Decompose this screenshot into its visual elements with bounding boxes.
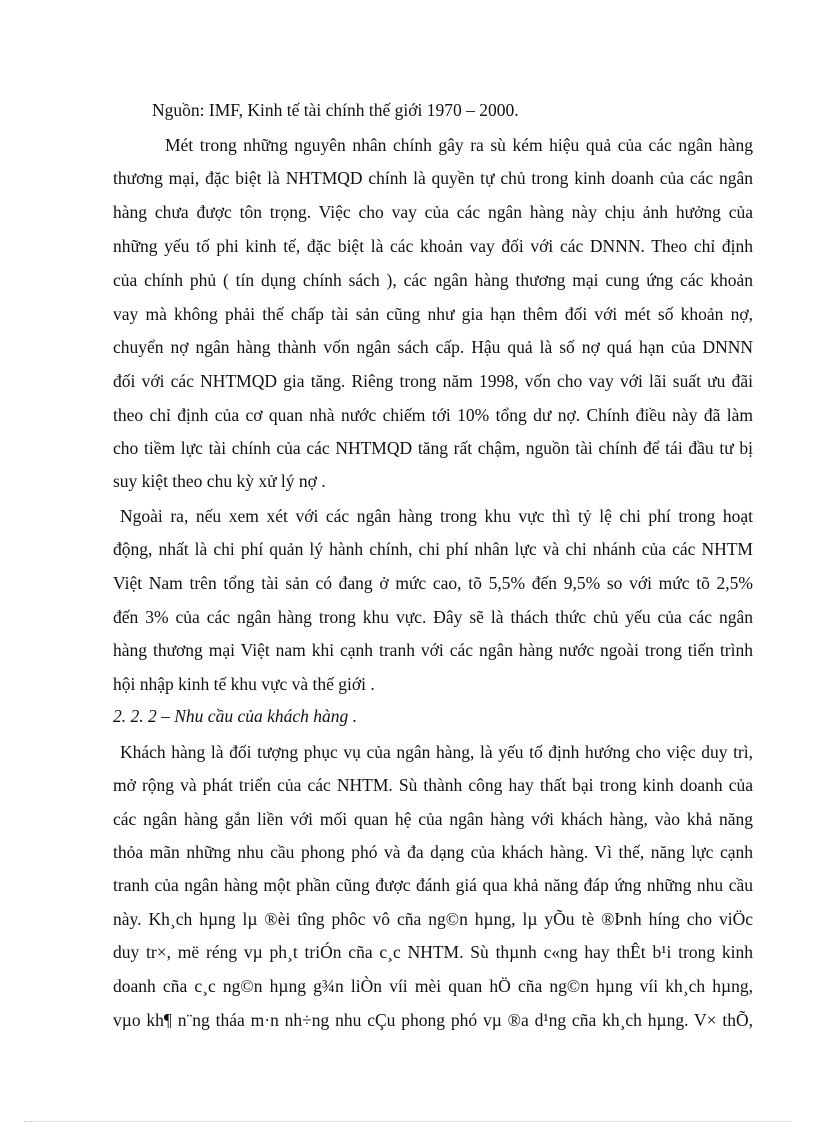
paragraph-1-line: thương mại, đặc biệt là NHTMQD chính là quyền tự chủ trong kinh doanh của các ngân [113,168,753,188]
section-heading: 2. 2. 2 – Nhu cầu của khách hàng . [113,706,357,726]
paragraph-2-line: Việt Nam trên tổng tài sản có đang ở mức cao, tõ 5,5% đến 9,5% so với mức tõ 2,5% [113,573,753,593]
paragraph-1-line: vay mà không phải thế chấp tài sản cũng như gia hạn thêm đối với mét số khoản nợ, [113,304,753,324]
paragraph-3-line: thỏa mãn những nhu cầu phong phó và đa dạng của khách hàng. Vì thế, năng lực cạnh [113,842,753,862]
paragraph-3-line: Khách hàng là đối tượng phục vụ của ngân hàng, là yếu tố định hướng cho việc duy trì, [120,742,753,762]
page-bottom-divider [24,1121,792,1122]
source-line: Nguồn: IMF, Kinh tế tài chính thế giới 1970 – 2000. [152,100,519,120]
paragraph-3-line: này. Kh¸ch hµng lµ ®èi tîng phôc vô cña ng©n hµng, lµ yÕu tè ®Þnh híng cho viÖc [113,909,753,929]
paragraph-1-line: đối với các NHTMQD gia tăng. Riêng trong năm 1998, vốn cho vay với lãi suất ưu đãi [113,371,753,391]
paragraph-1-line: hàng chưa được tôn trọng. Việc cho vay của các ngân hàng này chịu ảnh hưởng của [113,202,753,222]
paragraph-1-line: chuyển nợ ngân hàng thành vốn ngân sách cấp. Hậu quả là số nợ quá hạn của DNNN [113,337,753,357]
paragraph-2-line: Ngoài ra, nếu xem xét với các ngân hàng trong khu vực thì tỷ lệ chi phí trong hoạt [120,506,753,526]
paragraph-3-line: các ngân hàng gắn liền với mối quan hệ của ngân hàng với khách hàng, vào khả năng [113,809,753,829]
paragraph-1-line: suy kiệt theo chu kỳ xử lý nợ . [113,471,326,491]
paragraph-1-line: cho tiềm lực tài chính của các NHTMQD tăng rất chậm, nguồn tài chính để tái đầu tư bị [113,438,753,458]
paragraph-2-line: động, nhất là chi phí quản lý hành chính, chi phí nhân lực và chi nhánh của các NHTM [113,539,753,559]
paragraph-3-line: tranh của ngân hàng một phần cũng được đánh giá qua khả năng đáp ứng những nhu cầu [113,875,753,895]
paragraph-1-line: Mét trong những nguyên nhân chính gây ra sù kém hiệu quả của các ngân hàng [165,135,753,155]
paragraph-3-line: mở rộng và phát triển của các NHTM. Sù thành công hay thất bại trong kinh doanh của [113,775,753,795]
paragraph-3-line: duy tr×, më réng vµ ph¸t triÓn cña c¸c NHTM. Sù thµnh c«ng hay thÊt b¹i trong kinh [113,942,753,962]
paragraph-2-line: đến 3% của các ngân hàng trong khu vực. Đây sẽ là thách thức chủ yếu của các ngân [113,607,753,627]
paragraph-3-line: doanh cña c¸c ng©n hµng g¾n liÒn víi mèi quan hÖ cña ng©n hµng víi kh¸ch hµng, [113,976,753,996]
paragraph-1-line: những yếu tố phi kinh tế, đặc biệt là các khoản vay đối với các DNNN. Theo chỉ định [113,236,753,256]
paragraph-2-line: hàng thương mại Việt nam khi cạnh tranh với các ngân hàng nước ngoài trong tiến trình [113,640,753,660]
paragraph-1-line: theo chỉ định của cơ quan nhà nước chiếm tới 10% tổng dư nợ. Chính điều này đã làm [113,405,753,425]
paragraph-2-line: hội nhập kinh tế khu vực và thế giới . [113,674,375,694]
paragraph-1-line: của chính phủ ( tín dụng chính sách ), các ngân hàng thương mại cung ứng các khoản [113,270,753,290]
paragraph-3-line: vµo kh¶ n¨ng tháa m·n nh÷ng nhu cÇu phong phó vµ ®a d¹ng cña kh¸ch hµng. V× thÕ, [113,1010,753,1030]
